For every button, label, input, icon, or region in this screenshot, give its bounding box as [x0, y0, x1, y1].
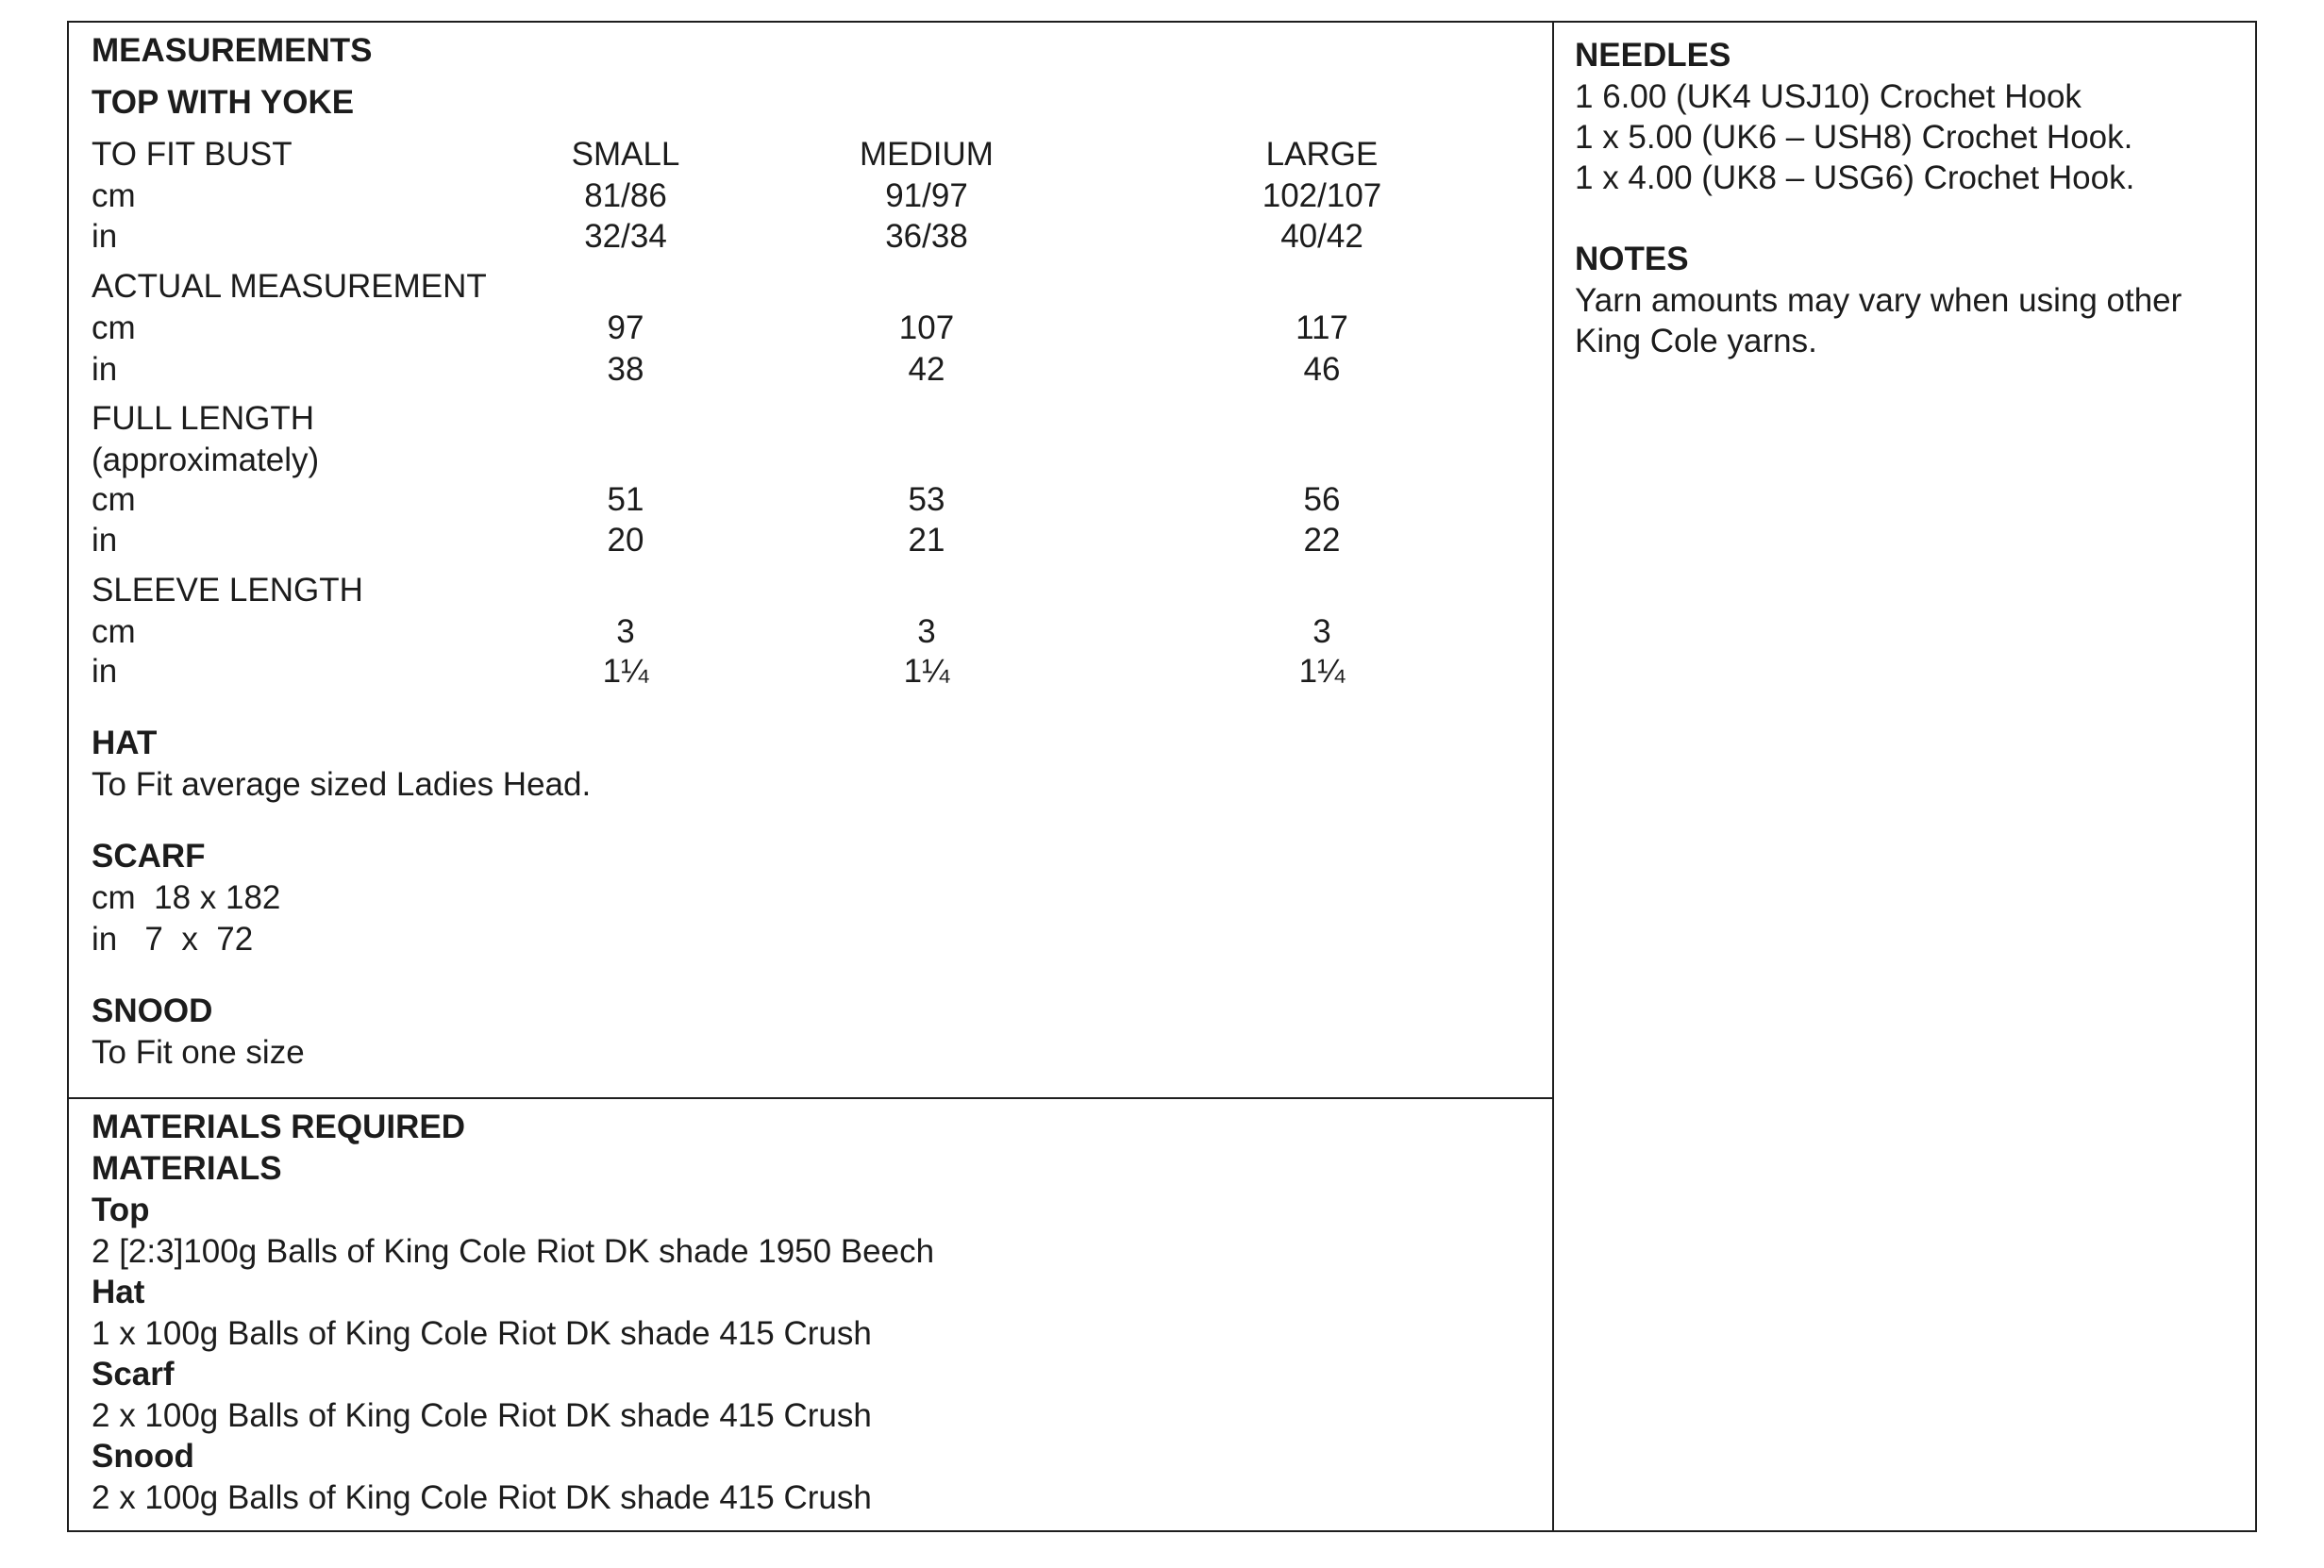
material-snood-name: Snood — [92, 1438, 194, 1475]
sleeve-cm-small: 3 — [616, 613, 635, 650]
length-cm-small: 51 — [607, 481, 644, 518]
actual-cm-medium: 107 — [898, 309, 955, 346]
actual-measurement-label: ACTUAL MEASUREMENT — [92, 268, 487, 305]
length-in-small: 20 — [607, 522, 644, 559]
sleeve-in-large: 1¼ — [1298, 653, 1346, 690]
hat-heading: HAT — [92, 725, 158, 761]
bust-in-medium: 36/38 — [885, 218, 968, 255]
bust-cm-large: 102/107 — [1262, 177, 1382, 214]
to-fit-bust-label: TO FIT BUST — [92, 136, 293, 173]
length-cm-large: 56 — [1303, 481, 1341, 518]
sleeve-cm-large: 3 — [1312, 613, 1331, 650]
sleeve-in-small: 1¼ — [602, 653, 649, 690]
actual-in-unit: in — [92, 351, 118, 388]
length-cm-medium: 53 — [908, 481, 945, 518]
materials-heading: MATERIALS — [92, 1150, 282, 1187]
needle-item: 1 x 4.00 (UK8 – USG6) Crochet Hook. — [1575, 159, 2135, 196]
material-snood-text: 2 x 100g Balls of King Cole Riot DK shade 415 Crush — [92, 1479, 872, 1516]
actual-cm-unit: cm — [92, 309, 136, 346]
needle-item: 1 x 5.00 (UK6 – USH8) Crochet Hook. — [1575, 119, 2133, 156]
bust-in-small: 32/34 — [584, 218, 667, 255]
material-top-name: Top — [92, 1192, 150, 1228]
length-in-large: 22 — [1303, 522, 1341, 559]
bust-in-large: 40/42 — [1280, 218, 1363, 255]
materials-required-heading: MATERIALS REQUIRED — [92, 1109, 466, 1145]
size-small-header: SMALL — [571, 136, 680, 173]
actual-in-large: 46 — [1303, 351, 1341, 388]
snood-heading: SNOOD — [92, 993, 213, 1029]
length-in-unit: in — [92, 522, 118, 559]
notes-line: Yarn amounts may vary when using other — [1575, 282, 2182, 319]
size-large-header: LARGE — [1265, 136, 1379, 173]
notes-line: King Cole yarns. — [1575, 323, 1817, 359]
length-cm-unit: cm — [92, 481, 136, 518]
length-in-medium: 21 — [908, 522, 945, 559]
material-scarf-name: Scarf — [92, 1356, 175, 1393]
column-divider — [1552, 21, 1554, 1532]
measurements-heading: MEASUREMENTS — [92, 32, 373, 69]
sleeve-cm-unit: cm — [92, 613, 136, 650]
hat-text: To Fit average sized Ladies Head. — [92, 766, 592, 803]
snood-text: To Fit one size — [92, 1034, 305, 1071]
material-scarf-text: 2 x 100g Balls of King Cole Riot DK shade 415 Crush — [92, 1397, 872, 1434]
bust-cm-medium: 91/97 — [885, 177, 968, 214]
needles-heading: NEEDLES — [1575, 37, 1731, 74]
bust-in-unit: in — [92, 218, 118, 255]
sleeve-cm-medium: 3 — [917, 613, 936, 650]
sleeve-in-medium: 1¼ — [903, 653, 950, 690]
bust-cm-unit: cm — [92, 177, 136, 214]
sleeve-length-label: SLEEVE LENGTH — [92, 572, 363, 609]
full-length-label: FULL LENGTH — [92, 400, 314, 437]
scarf-in: in 7 x 72 — [92, 921, 254, 958]
full-length-note: (approximately) — [92, 442, 320, 478]
section-divider — [67, 1097, 1554, 1099]
actual-in-small: 38 — [607, 351, 644, 388]
sleeve-in-unit: in — [92, 653, 118, 690]
material-hat-text: 1 x 100g Balls of King Cole Riot DK shade 415 Crush — [92, 1315, 872, 1352]
scarf-heading: SCARF — [92, 838, 206, 875]
actual-in-medium: 42 — [908, 351, 945, 388]
actual-cm-large: 117 — [1296, 309, 1348, 346]
notes-heading: NOTES — [1575, 241, 1689, 277]
needle-item: 1 6.00 (UK4 USJ10) Crochet Hook — [1575, 78, 2082, 115]
scarf-cm: cm 18 x 182 — [92, 879, 281, 916]
actual-cm-small: 97 — [607, 309, 644, 346]
material-hat-name: Hat — [92, 1274, 145, 1310]
bust-cm-small: 81/86 — [584, 177, 667, 214]
material-top-text: 2 [2:3]100g Balls of King Cole Riot DK shade 1950 Beech — [92, 1233, 935, 1270]
size-medium-header: MEDIUM — [860, 136, 994, 173]
top-with-yoke-heading: TOP WITH YOKE — [92, 84, 355, 121]
